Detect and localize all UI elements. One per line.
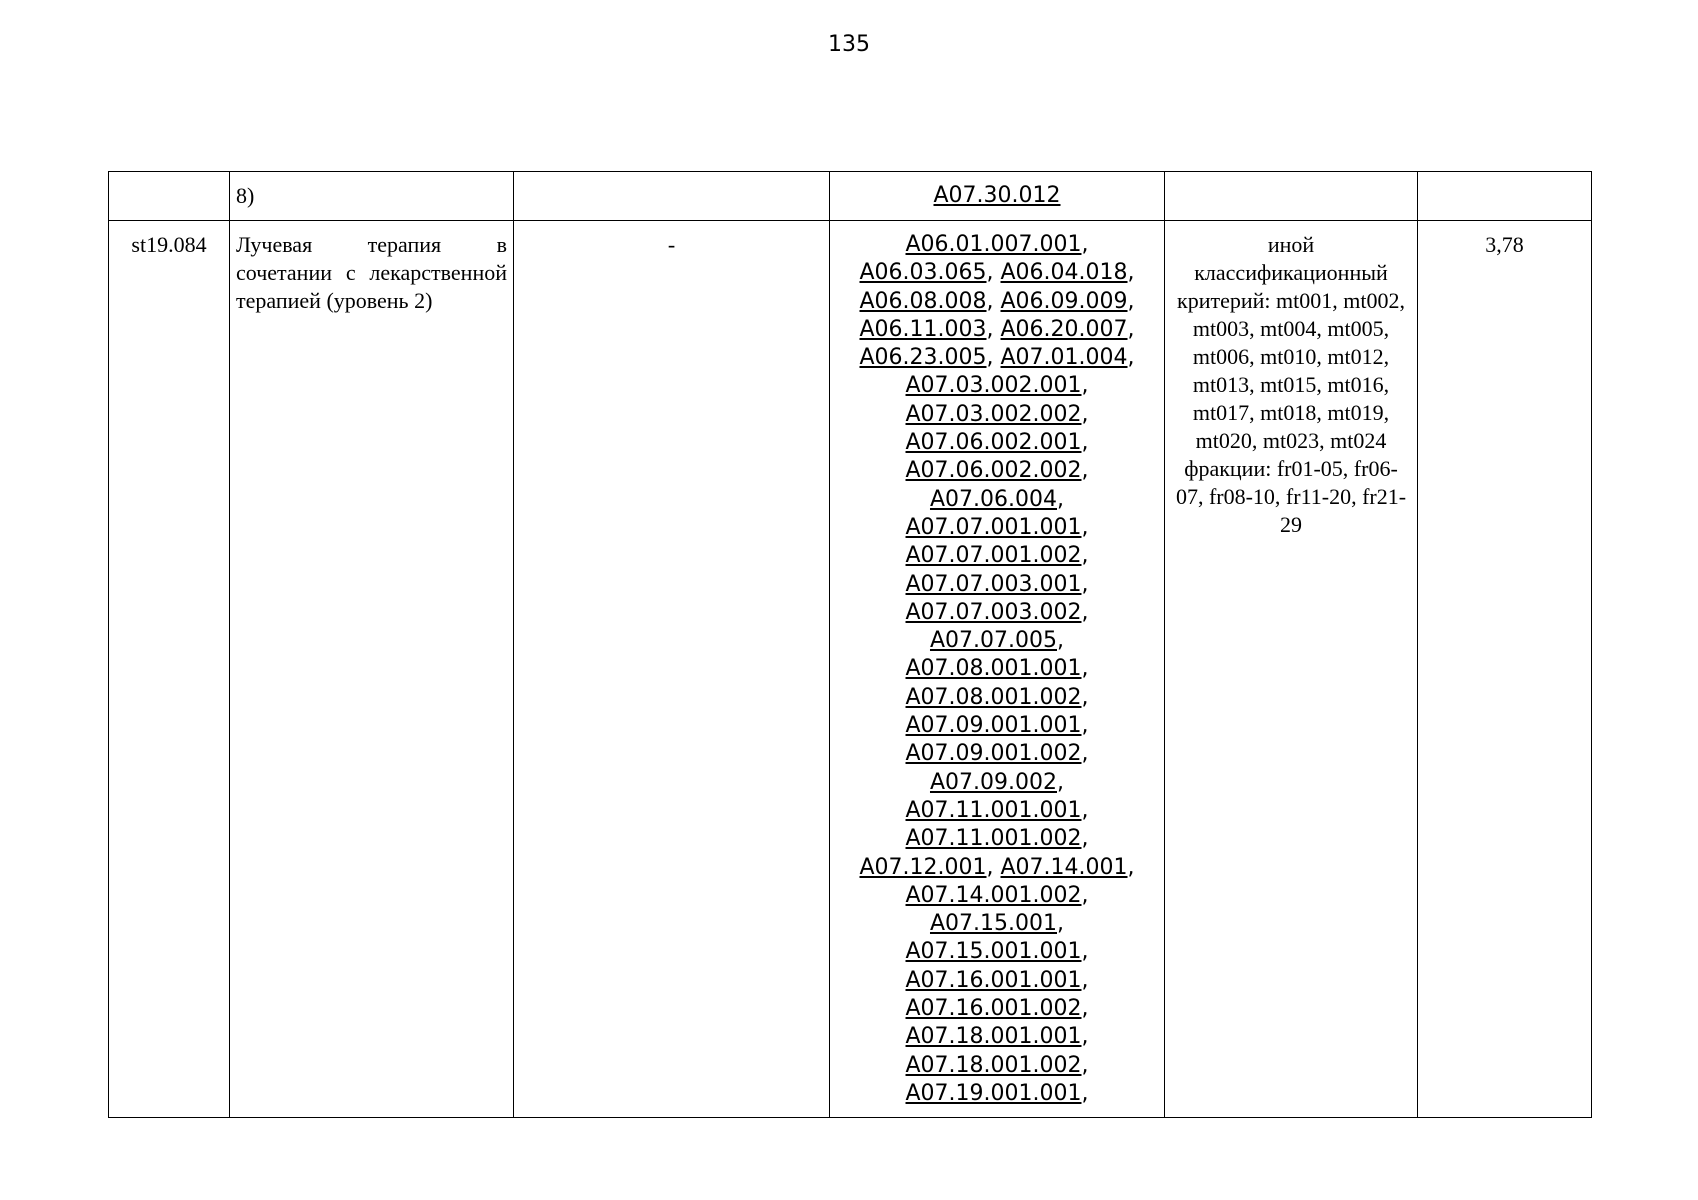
- service-code-link[interactable]: A07.12.001: [859, 854, 987, 880]
- cell-criteria: [1165, 221, 1418, 1118]
- service-code-link[interactable]: A06.09.009: [1000, 288, 1128, 314]
- service-line: [844, 1052, 1150, 1080]
- service-code-link[interactable]: A06.23.005: [859, 345, 987, 371]
- service-code-link[interactable]: A07.07.005: [929, 628, 1057, 654]
- separator: ,: [1081, 599, 1089, 625]
- separator: ,: [1081, 939, 1089, 965]
- separator: ,: [1081, 458, 1089, 484]
- service-code-link[interactable]: A07.14.001: [1000, 854, 1128, 880]
- service-line: [844, 995, 1150, 1023]
- service-code-link[interactable]: A07.07.003.002: [905, 599, 1082, 625]
- cell-diagnosis: [514, 221, 830, 1118]
- service-code-link[interactable]: A06.04.018: [1000, 260, 1128, 286]
- service-code-link[interactable]: A07.03.002.002: [905, 401, 1082, 427]
- service-line: [844, 457, 1150, 485]
- separator: ,: [986, 288, 1001, 314]
- service-code-link[interactable]: A06.01.007.001: [905, 232, 1082, 257]
- separator: ,: [986, 345, 1001, 371]
- service-line: [844, 1080, 1150, 1108]
- service-line: [844, 938, 1150, 966]
- separator: ,: [1081, 1024, 1089, 1050]
- service-code-link[interactable]: A07.30.012: [933, 183, 1061, 208]
- page-number: 135: [828, 32, 870, 57]
- service-line: [844, 740, 1150, 768]
- name-continuation: 8): [236, 183, 255, 208]
- service-line: [844, 854, 1150, 882]
- service-code-link[interactable]: A06.03.065: [859, 260, 987, 286]
- service-code-list: [830, 221, 1164, 1112]
- separator: ,: [1081, 571, 1089, 597]
- ksg-code: st19.084: [131, 232, 207, 257]
- separator: ,: [986, 260, 1001, 286]
- service-code-link[interactable]: A07.08.001.001: [905, 656, 1082, 682]
- separator: ,: [1127, 854, 1135, 880]
- service-line: [844, 1023, 1150, 1051]
- service-line: [844, 712, 1150, 740]
- service-code-link[interactable]: A07.16.001.002: [905, 996, 1082, 1022]
- separator: ,: [1081, 996, 1089, 1022]
- separator: ,: [1081, 1052, 1089, 1078]
- diagnosis-code: -: [667, 232, 676, 257]
- separator: ,: [1081, 882, 1089, 908]
- service-code-link[interactable]: A07.03.002.001: [905, 373, 1082, 399]
- separator: ,: [1081, 430, 1089, 456]
- cell-code: [109, 221, 230, 1118]
- service-line: [844, 655, 1150, 683]
- service-line: [844, 344, 1150, 372]
- service-line: [844, 429, 1150, 457]
- service-code-link[interactable]: A07.09.002: [929, 769, 1057, 795]
- separator: ,: [1081, 373, 1089, 399]
- service-line: [844, 259, 1150, 287]
- separator: ,: [1127, 260, 1135, 286]
- separator: ,: [1081, 826, 1089, 852]
- service-code-link[interactable]: A06.20.007: [1000, 316, 1128, 342]
- tariff-table: [108, 171, 1592, 1118]
- service-line: [844, 571, 1150, 599]
- service-line: [844, 882, 1150, 910]
- separator: ,: [1057, 911, 1064, 937]
- cell-diagnosis: [514, 172, 830, 221]
- cell-services: [830, 172, 1165, 221]
- service-code-link[interactable]: A07.14.001.002: [905, 882, 1082, 908]
- table-row: [109, 221, 1592, 1118]
- service-code-link[interactable]: A07.08.001.002: [905, 684, 1082, 710]
- classification-criteria: иной классификационный критерий: mt001, mt002, mt003, mt004, mt005, mt006, mt010, mt012, mt013, mt015, mt016, mt017, mt018, mt019, mt020, mt023, mt024: [1177, 232, 1405, 453]
- service-line: [844, 684, 1150, 712]
- service-code-link[interactable]: A07.18.001.002: [905, 1052, 1082, 1078]
- service-line: [844, 769, 1150, 797]
- service-code-link[interactable]: A06.11.003: [859, 316, 987, 342]
- service-line: [844, 825, 1150, 853]
- cell-coefficient: [1418, 221, 1592, 1118]
- separator: ,: [1081, 684, 1089, 710]
- service-line: [844, 231, 1150, 259]
- service-code-link[interactable]: A07.07.003.001: [905, 571, 1082, 597]
- separator: ,: [1081, 797, 1089, 823]
- coefficient-value: 3,78: [1485, 232, 1524, 257]
- cell-name: [230, 172, 514, 221]
- service-line: [844, 967, 1150, 995]
- service-code-link[interactable]: A07.09.001.002: [905, 741, 1082, 767]
- cell-coefficient: [1418, 172, 1592, 221]
- separator: ,: [1081, 514, 1089, 540]
- service-line: [844, 514, 1150, 542]
- service-code-link[interactable]: A07.19.001.001: [905, 1080, 1082, 1106]
- service-code-link[interactable]: A07.16.001.001: [905, 967, 1082, 993]
- service-line: [844, 401, 1150, 429]
- service-code-link[interactable]: A07.01.004: [1000, 345, 1128, 371]
- separator: ,: [1057, 628, 1064, 654]
- service-code-link[interactable]: A07.15.001.001: [905, 939, 1082, 965]
- service-code-link[interactable]: A07.11.001.001: [905, 797, 1082, 823]
- separator: ,: [1081, 232, 1089, 257]
- table-row: [109, 172, 1592, 221]
- separator: ,: [1081, 543, 1089, 569]
- service-code-link[interactable]: A07.07.001.002: [905, 543, 1082, 569]
- service-line: [844, 910, 1150, 938]
- separator: ,: [1081, 1080, 1089, 1106]
- service-line: [844, 316, 1150, 344]
- service-line: [844, 797, 1150, 825]
- ksg-name: Лучевая терапия в сочетании с лекарственной терапией (уровень 2): [236, 232, 507, 313]
- separator: ,: [1127, 316, 1135, 342]
- service-line: [844, 288, 1150, 316]
- service-line: [844, 372, 1150, 400]
- service-line: [844, 627, 1150, 655]
- separator: ,: [986, 316, 1001, 342]
- separator: ,: [1081, 967, 1089, 993]
- service-code-link[interactable]: A06.08.008: [859, 288, 987, 314]
- service-code-link[interactable]: A07.11.001.002: [905, 826, 1082, 852]
- service-code-link[interactable]: A07.07.001.001: [905, 514, 1082, 540]
- cell-name: [230, 221, 514, 1118]
- separator: ,: [1127, 288, 1135, 314]
- service-line: [844, 542, 1150, 570]
- cell-criteria: [1165, 172, 1418, 221]
- fraction-criteria: фракции: fr01-05, fr06-07, fr08-10, fr11-20, fr21-29: [1175, 456, 1407, 537]
- service-line: [844, 486, 1150, 514]
- service-code-link[interactable]: A07.09.001.001: [905, 713, 1082, 739]
- separator: ,: [986, 854, 1001, 880]
- service-code-link[interactable]: A07.06.004: [929, 486, 1057, 512]
- service-line: [844, 599, 1150, 627]
- service-code-link[interactable]: A07.15.001: [929, 911, 1057, 937]
- separator: ,: [1081, 741, 1089, 767]
- service-code-link[interactable]: A07.06.002.001: [905, 430, 1082, 456]
- separator: ,: [1081, 713, 1089, 739]
- cell-code: [109, 172, 230, 221]
- separator: ,: [1081, 656, 1089, 682]
- service-code-link[interactable]: A07.18.001.001: [905, 1024, 1082, 1050]
- separator: ,: [1057, 486, 1064, 512]
- separator: ,: [1081, 401, 1089, 427]
- separator: ,: [1127, 345, 1135, 371]
- separator: ,: [1057, 769, 1064, 795]
- cell-services: [830, 221, 1165, 1118]
- service-code-link[interactable]: A07.06.002.002: [905, 458, 1082, 484]
